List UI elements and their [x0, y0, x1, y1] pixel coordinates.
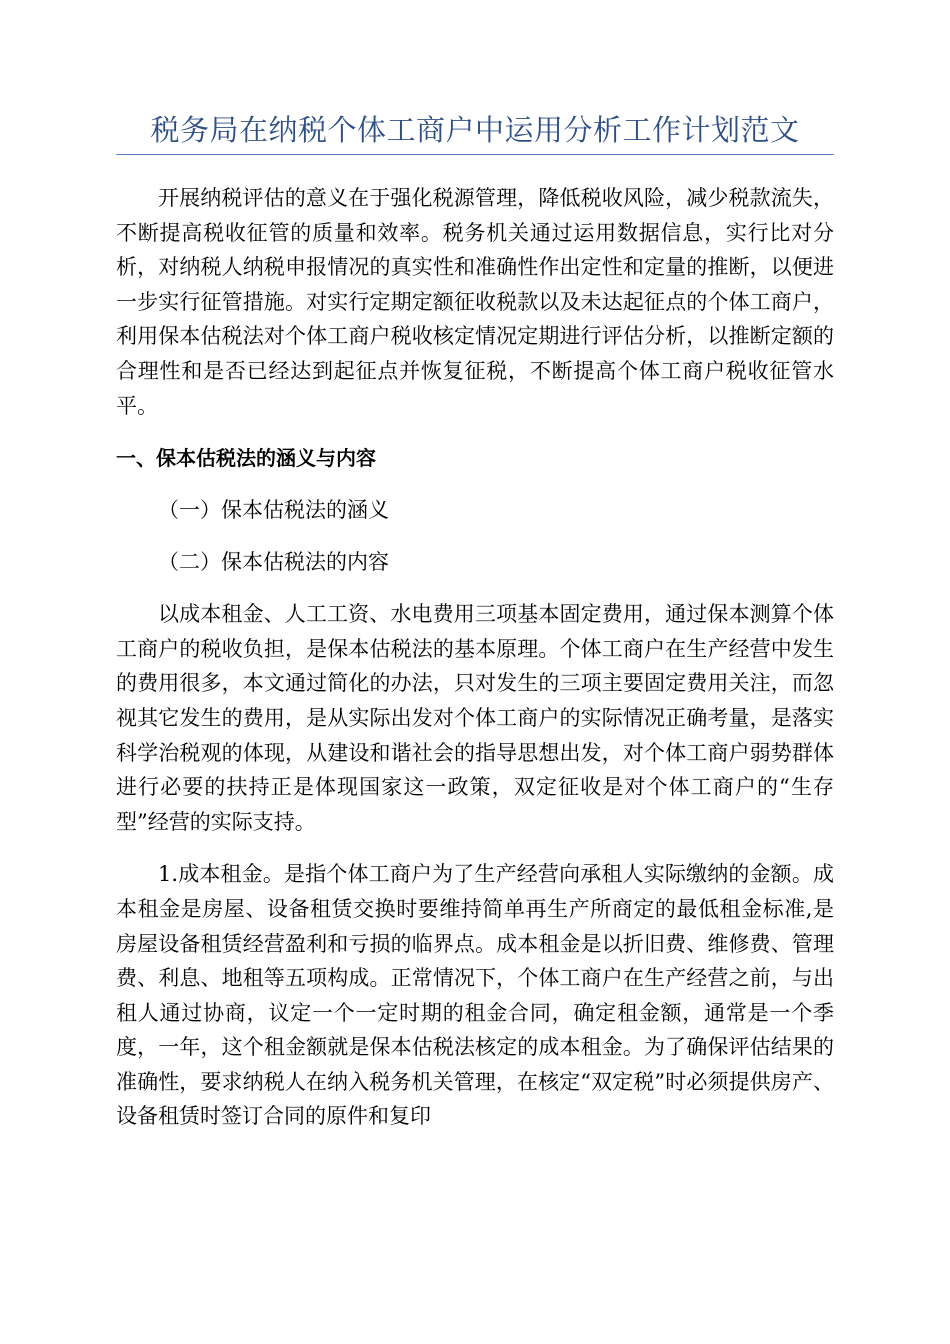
subsection-heading-meaning: （一）保本估税法的涵义 [158, 498, 389, 523]
cost-rent-paragraph: 1.成本租金。是指个体工商户为了生产经营向承租人实际缴纳的金额。成本租金是房屋、设备租赁交换时要维持简单再生产所商定的最低租金标准,是房屋设备租赁经营盈利和亏损的临界点。成本租金是以折旧费、维修费、管理费、利息、地租等五项构成。正常情况下，个体工商户在生产经营之前，与出租人通过协商，议定一个一定时期的租金合同，确定租金额，通常是一个季度，一年，这个租金额就是保本估税法核定的成本租金。为了确保评估结果的准确性，要求纳税人在纳入税务机关管理，在核定“双定税”时必须提供房产、设备租赁时签订合同的原件和复印 [116, 862, 834, 1129]
document-body [116, 181, 834, 1134]
document-title: 税务局在纳税个体工商户中运用分析工作计划范文 [116, 108, 834, 155]
section-heading: 一、保本估税法的涵义与内容 [116, 446, 376, 471]
content-paragraph: 以成本租金、人工工资、水电费用三项基本固定费用，通过保本测算个体工商户的税收负担，是保本估税法的基本原理。个体工商户在生产经营中发生的费用很多，本文通过简化的办法，只对发生的三项主要固定费用关注，而忽视其它发生的费用，是从实际出发对个体工商户的实际情况正确考量，是落实科学治税观的体现，从建设和谐社会的指导思想出发，对个体工商户弱势群体进行必要的扶持正是体现国家这一政策，双定征收是对个体工商户的“生存型”经营的实际支持。 [116, 602, 834, 834]
document-page [116, 108, 834, 1134]
subsection-heading-content: （二）保本估税法的内容 [158, 550, 389, 575]
intro-paragraph: 开展纳税评估的意义在于强化税源管理，降低税收风险，减少税款流失，不断提高税收征管的质量和效率。税务机关通过运用数据信息，实行比对分析，对纳税人纳税申报情况的真实性和准确性作出定性和定量的推断，以便进一步实行征管措施。对实行定期定额征收税款以及未达起征点的个体工商户，利用保本估税法对个体工商户税收核定情况定期进行评估分析，以推断定额的合理性和是否已经达到起征点并恢复征税，不断提高个体工商户税收征管水平。 [116, 186, 834, 418]
